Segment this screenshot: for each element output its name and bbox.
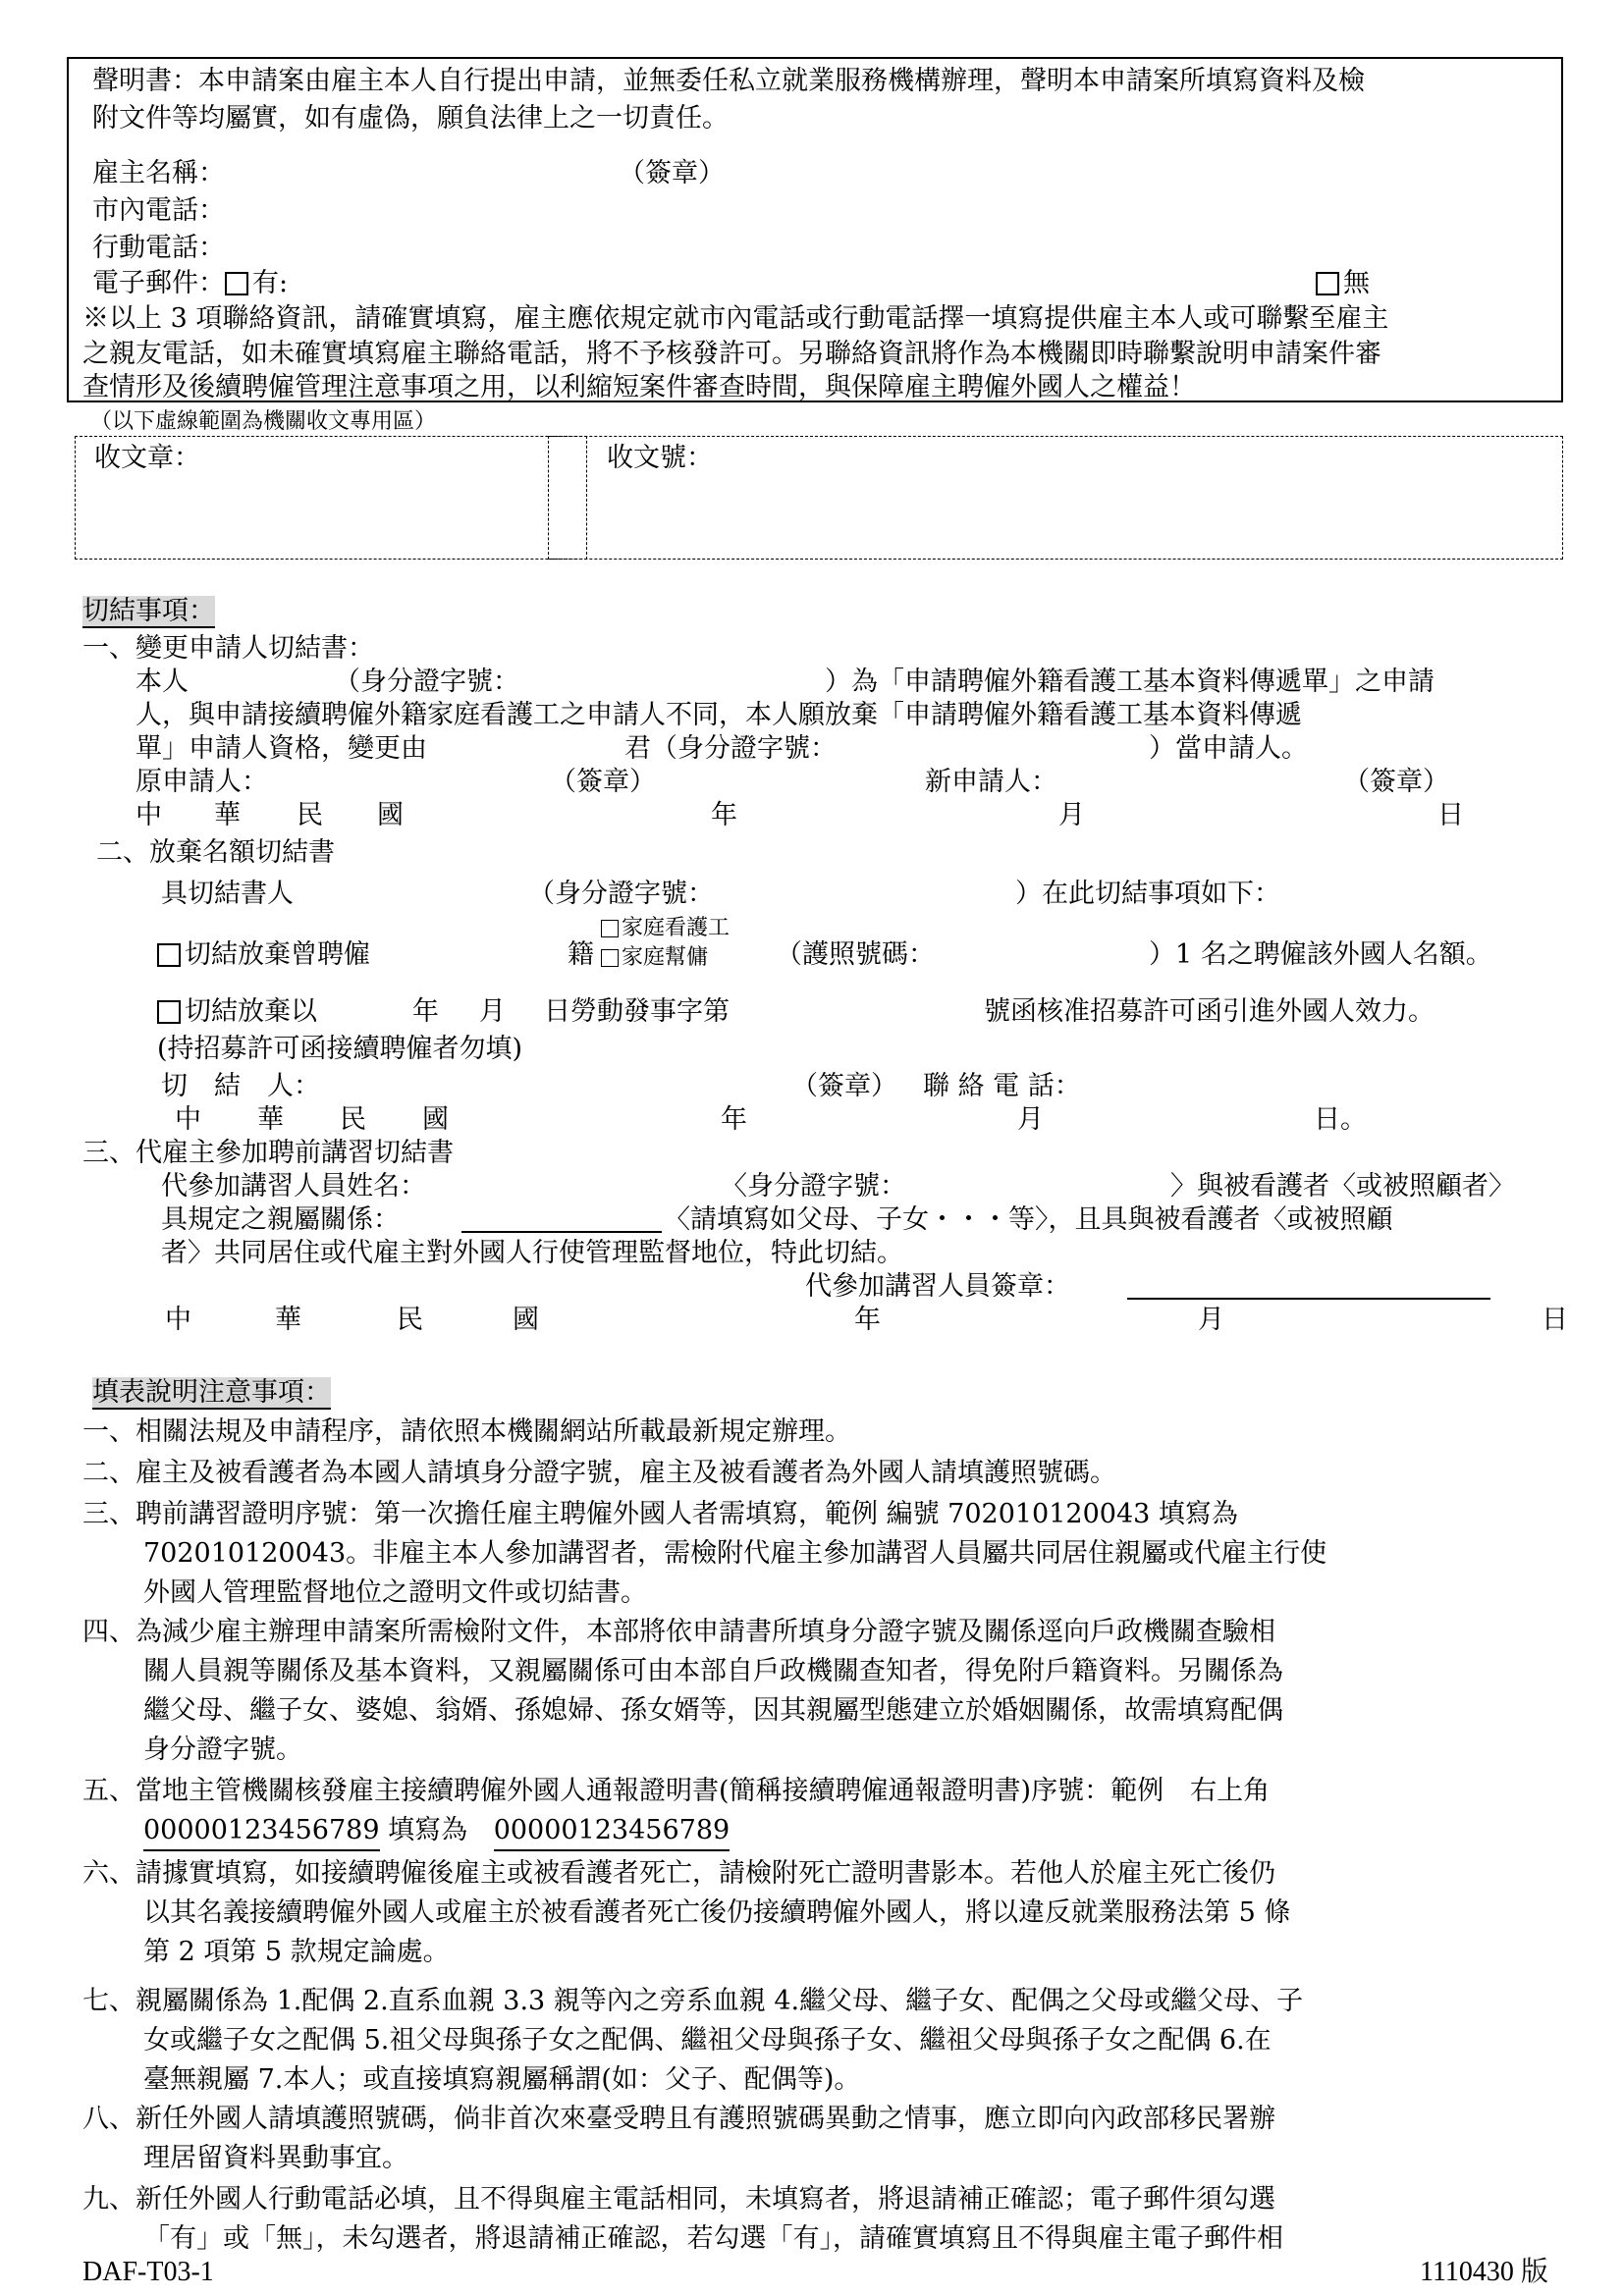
s2-type-caregiver <box>601 915 730 942</box>
receipt-number-label: 收文號： <box>607 443 713 473</box>
s1-l1c: ）為「申請聘僱外籍看護工基本資料傳遞單」之申請 <box>825 667 1435 697</box>
s2-l1b: （身分證字號： <box>528 879 714 909</box>
s2-caregiver-checkbox[interactable] <box>601 920 619 937</box>
s2-date-day: 日。 <box>1314 1104 1367 1135</box>
s1-l3a: 單」申請人資格，變更由 <box>135 733 427 764</box>
instruction-6-line-1: 六、請據實填寫，如接續聘僱後雇主或被看護者死亡，請檢附死亡證明書影本。若他人於雇主死亡後仍 <box>82 1858 1275 1889</box>
instruction-5-filled-number: 00000123456789 <box>494 1812 731 1851</box>
s2-date-month: 月 <box>1017 1104 1044 1135</box>
s2-passport-label: （護照號碼： <box>776 939 935 970</box>
s3-sign-label: 代參加講習人員簽章： <box>805 1271 1070 1302</box>
s3-date-year: 年 <box>854 1305 881 1335</box>
s2-caregiver-label: 家庭看護工 <box>622 916 731 940</box>
instruction-4-line-3: 繼父母、繼子女、婆媳、翁婿、孫媳婦、孫女婿等，因其親屬型態建立於婚姻關係，故需填寫配偶 <box>143 1695 1283 1726</box>
instruction-6-line-2: 以其名義接續聘僱外國人或雇主於被看護者死亡後仍接續聘僱外國人，將以違反就業服務法第 5 條 <box>143 1897 1291 1928</box>
s1-l1a: 本人 <box>135 667 189 697</box>
instruction-5-line-1: 五、當地主管機關核發雇主接續聘僱外國人通報證明書(簡稱接續聘僱通報證明書)序號：範例 右上角 <box>82 1776 1271 1806</box>
s1-new-applicant: 新申請人： <box>925 767 1057 797</box>
declaration-line-2: 附文件等均屬實，如有虛偽，願負法律上之一切責任。 <box>92 103 729 133</box>
s1-date-zhong: 中 <box>135 800 162 830</box>
instruction-9-line-2: 「有」或「無」，未勾選者，將退請補正確認，若勾選「有」，請確實填寫且不得與雇主電子郵件相 <box>143 2223 1283 2254</box>
s3-date-month: 月 <box>1198 1305 1224 1335</box>
landline-label: 市內電話： <box>92 195 225 226</box>
instruction-7-line-1: 七、親屬關係為 1.配偶 2.直系血親 3.3 親等內之旁系血親 4.繼父母、繼子女、配偶之父母或繼父母、子 <box>82 1986 1304 2016</box>
s3-date-hua: 華 <box>275 1305 301 1335</box>
contact-note-3: 查情形及後續聘僱管理注意事項之用，以利縮短案件審查時間，與保障雇主聘僱外國人之權益！ <box>82 372 1196 402</box>
email-yes-label: 有: <box>252 268 289 298</box>
instructions-heading <box>92 1374 331 1412</box>
s3-l1c: 〉與被看護者〈或被照顧者〉 <box>1170 1171 1515 1201</box>
s2-l1c: ）在此切結事項如下： <box>1015 879 1280 909</box>
employer-seal-label: （簽章） <box>619 158 725 188</box>
s2-type-helper <box>601 944 708 972</box>
s2-title: 二、放棄名額切結書 <box>96 837 335 868</box>
s2-nationality-suffix: 籍 <box>568 939 594 970</box>
affidavit-heading-text: 切結事項： <box>82 596 215 626</box>
employer-name-label: 雇主名稱： <box>92 158 225 188</box>
email-yes-checkbox[interactable] <box>225 272 248 295</box>
s3-l3: 者〉共同居住或代雇主對外國人行使管理監督地位，特此切結。 <box>161 1238 903 1268</box>
instruction-4-line-2: 關人員親等關係及基本資料，又親屬關係可由本部自戶政機關查知者，得免附戶籍資料。另關係為 <box>143 1656 1283 1686</box>
s3-l1a: 代參加講習人員姓名： <box>161 1171 426 1201</box>
instruction-3-line-3: 外國人管理監督地位之證明文件或切結書。 <box>143 1577 647 1608</box>
s2-o2-year: 年 <box>412 996 439 1027</box>
instructions-heading-text: 填表說明注意事項： <box>92 1377 331 1408</box>
s1-date-month: 月 <box>1058 800 1085 830</box>
s1-seal-2: （簽章） <box>1343 767 1449 797</box>
s3-l1b: 〈身分證字號： <box>721 1171 906 1201</box>
instruction-2: 二、雇主及被看護者為本國人請填身分證字號，雇主及被看護者為外國人請填護照號碼。 <box>82 1458 1116 1488</box>
s2-option-1-text: 切結放棄曾聘僱 <box>185 939 370 970</box>
s1-title: 一、變更申請人切結書： <box>82 633 374 664</box>
declaration-line-1: 聲明書：本申請案由雇主本人自行提出申請，並無委任私立就業服務機構辦理，聲明本申請案所填寫資料及檢 <box>92 66 1365 96</box>
contact-note-1: ※以上 3 項聯絡資訊，請確實填寫，雇主應依規定就市內電話或行動電話擇一填寫提供雇主本人或可聯繫至雇主 <box>82 303 1389 334</box>
affidavit-heading <box>82 593 215 630</box>
instruction-8-line-2: 理居留資料異動事宜。 <box>143 2143 408 2173</box>
s2-l1a: 具切結書人 <box>161 879 294 909</box>
s2-date-zhong: 中 <box>175 1104 201 1135</box>
instruction-3-line-2: 702010120043。非雇主本人參加講習者，需檢附代雇主參加講習人員屬共同居住親屬或代雇主行使 <box>143 1538 1327 1569</box>
instruction-9-line-1: 九、新任外國人行動電話必填，且不得與雇主電話相同，未填寫者，將退請補正確認；電子郵件須勾選 <box>82 2184 1275 2215</box>
s1-l1b: （身分證字號： <box>334 667 519 697</box>
s3-date-day: 日 <box>1542 1305 1568 1335</box>
s2-option-1-end: ）1 名之聘僱該外國人名額。 <box>1149 939 1492 970</box>
s2-helper-label: 家庭幫傭 <box>622 945 709 970</box>
s3-date-zhong: 中 <box>165 1305 191 1335</box>
mobile-label: 行動電話： <box>92 233 225 263</box>
contact-note-2: 之親友電話，如未確實填寫雇主聯絡電話，將不予核發許可。另聯絡資訊將作為本機關即時聯繫說明申請案件審 <box>82 339 1381 369</box>
s3-title: 三、代雇主參加聘前講習切結書 <box>82 1138 454 1168</box>
s3-l2a: 具規定之親屬關係： <box>161 1204 400 1235</box>
email-no-checkbox[interactable] <box>1316 272 1339 295</box>
receipt-divider <box>548 436 587 560</box>
s2-date-guo: 國 <box>422 1104 449 1135</box>
receipt-caption: （以下虛線範圍為機關收文專用區） <box>90 409 437 434</box>
s2-option-1-checkbox[interactable] <box>157 943 181 967</box>
s2-o2-end: 號函核准招募許可函引進外國人效力。 <box>984 996 1435 1027</box>
instruction-3-line-1: 三、聘前講習證明序號：第一次擔任雇主聘僱外國人者需填寫，範例 編號 702010120043 填寫為 <box>82 1499 1238 1529</box>
s1-date-min: 民 <box>297 800 323 830</box>
s1-date-day: 日 <box>1437 800 1464 830</box>
s3-relation-blank[interactable] <box>461 1231 662 1233</box>
email-row <box>92 265 288 302</box>
s1-original-applicant: 原申請人： <box>135 767 268 797</box>
receipt-stamp-label: 收文章： <box>94 443 200 473</box>
instruction-4-line-1: 四、為減少雇主辦理申請案所需檢附文件，本部將依申請書所填身分證字號及關係逕向戶政機關查驗相 <box>82 1617 1275 1647</box>
email-no-option <box>1316 265 1370 302</box>
s2-date-min: 民 <box>340 1104 366 1135</box>
form-version: 1110430 版 <box>1420 2257 1548 2287</box>
s1-date-guo: 國 <box>377 800 404 830</box>
instruction-7-line-2: 女或繼子女之配偶 5.祖父母與孫子女之配偶、繼祖父母與孫子女、繼祖父母與孫子女之配偶 6.在 <box>143 2025 1272 2056</box>
s2-option-2 <box>157 993 317 1031</box>
instruction-1: 一、相關法規及申請程序，請依照本機關網站所載最新規定辦理。 <box>82 1416 851 1447</box>
instruction-5-line-2 <box>143 1812 730 1851</box>
s2-option-2-text: 切結放棄以 <box>185 996 317 1027</box>
s2-helper-checkbox[interactable] <box>601 949 619 967</box>
s1-seal-1: （簽章） <box>550 767 656 797</box>
s1-l3b: 君（身分證字號： <box>624 733 837 764</box>
s3-date-guo: 國 <box>513 1305 539 1335</box>
instruction-6-line-3: 第 2 項第 5 款規定論處。 <box>143 1937 450 1967</box>
s2-o2-month: 月 <box>479 996 506 1027</box>
s3-date-min: 民 <box>397 1305 423 1335</box>
email-no-label: 無 <box>1343 268 1370 298</box>
email-label: 電子郵件： <box>92 268 225 298</box>
instruction-7-line-3: 臺無親屬 7.本人；或直接填寫親屬稱謂(如：父子、配偶等)。 <box>143 2064 861 2095</box>
instruction-5-example-number: 00000123456789 <box>143 1812 380 1851</box>
form-code: DAF-T03-1 <box>82 2257 214 2287</box>
instruction-8-line-1: 八、新任外國人請填護照號碼，倘非首次來臺受聘且有護照號碼異動之情事，應立即向內政部移民署辦 <box>82 2104 1275 2134</box>
s3-l2b: 〈請填寫如父母、子女・・・等〉，且具與被看護者〈或被照顧 <box>664 1204 1393 1235</box>
s1-date-hua: 華 <box>214 800 241 830</box>
s2-date-hua: 華 <box>257 1104 284 1135</box>
s1-l2: 人，與申請接續聘僱外籍家庭看護工之申請人不同，本人願放棄「申請聘僱外籍看護工基本資料傳遞 <box>135 700 1302 730</box>
s3-sign-line[interactable] <box>1127 1298 1490 1300</box>
s1-date-year: 年 <box>711 800 737 830</box>
s2-date-year: 年 <box>721 1104 747 1135</box>
s2-o2-day: 日勞動發事字第 <box>544 996 730 1027</box>
s2-contact-label: 聯 絡 電 話： <box>923 1071 1081 1101</box>
s2-note: (持招募許可函接續聘僱者勿填) <box>157 1034 523 1064</box>
s2-option-2-checkbox[interactable] <box>157 1000 181 1024</box>
s2-seal: （簽章） <box>791 1071 897 1101</box>
instruction-5-mid: 填寫為 <box>388 1815 468 1845</box>
s2-signer-label: 切 結 人： <box>161 1071 320 1101</box>
s1-l3c: ）當申請人。 <box>1149 733 1308 764</box>
instruction-4-line-4: 身分證字號。 <box>143 1735 302 1765</box>
receipt-area <box>75 436 1563 560</box>
s2-option-1 <box>157 936 370 974</box>
